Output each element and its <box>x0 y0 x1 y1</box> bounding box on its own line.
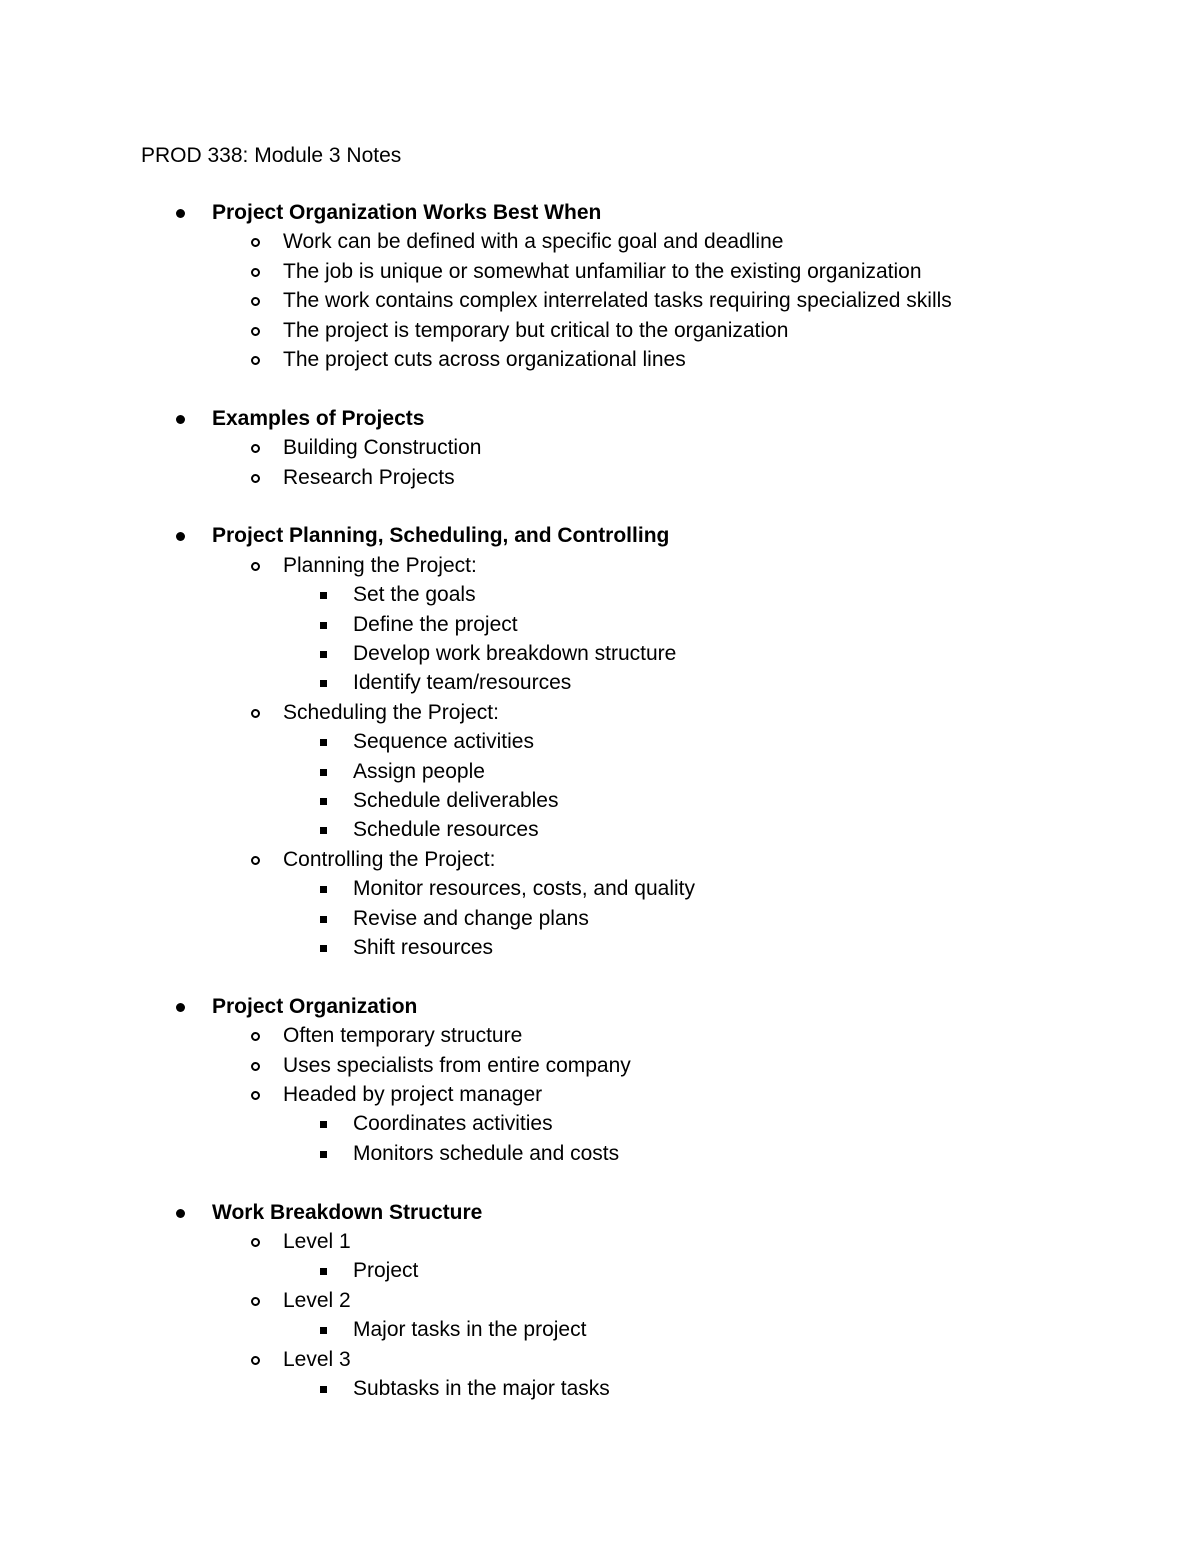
list-item-text: Identify team/resources <box>353 671 572 694</box>
list-item-text: Coordinates activities <box>353 1112 553 1135</box>
list-item-text: The project is temporary but critical to the organization <box>283 319 789 342</box>
list-item-text: The project cuts across organizational lines <box>283 348 686 371</box>
list-item-text: Project <box>353 1259 419 1282</box>
bullet-circle-icon <box>244 846 266 874</box>
bullet-square-icon <box>315 581 331 609</box>
list-item-text: Work can be defined with a specific goal and deadline <box>283 230 784 253</box>
list-item-text: Often temporary structure <box>283 1024 523 1047</box>
bullet-circle-icon <box>244 317 266 345</box>
list-item-text: The job is unique or somewhat unfamiliar to the existing organization <box>283 260 922 283</box>
bullet-circle-icon <box>244 434 266 462</box>
section-heading-text: Project Organization Works Best When <box>212 201 602 224</box>
bullet-circle-icon <box>244 228 266 256</box>
bullet-dot-icon <box>170 993 190 1021</box>
bullet-circle-icon <box>244 1346 266 1374</box>
list-item-text: Define the project <box>353 613 518 636</box>
bullet-dot-icon <box>170 522 190 550</box>
bullet-square-icon <box>315 728 331 756</box>
list-item-text: Planning the Project: <box>283 554 477 577</box>
list-item-text: Shift resources <box>353 936 494 959</box>
bullet-circle-icon <box>244 1081 266 1109</box>
bullet-square-icon <box>315 1316 331 1344</box>
bullet-dot-icon <box>170 405 190 433</box>
bullet-dot-icon <box>170 1199 190 1227</box>
bullet-square-icon <box>315 1140 331 1168</box>
list-item-text: Develop work breakdown structure <box>353 642 677 665</box>
list-item-text: Headed by project manager <box>283 1083 543 1106</box>
list-item-text: Major tasks in the project <box>353 1318 587 1341</box>
bullet-circle-icon <box>244 1022 266 1050</box>
bullet-circle-icon <box>244 1052 266 1080</box>
section-heading-text: Project Organization <box>212 995 418 1018</box>
list-item-text: Controlling the Project: <box>283 848 496 871</box>
bullet-circle-icon <box>244 1287 266 1315</box>
list-item-text: Sequence activities <box>353 730 534 753</box>
list-item-text: Uses specialists from entire company <box>283 1054 631 1077</box>
bullet-square-icon <box>315 1257 331 1285</box>
list-item-text: Schedule resources <box>353 818 539 841</box>
bullet-circle-icon <box>244 699 266 727</box>
bullet-circle-icon <box>244 1228 266 1256</box>
bullet-square-icon <box>315 816 331 844</box>
bullet-square-icon <box>315 640 331 668</box>
bullet-square-icon <box>315 669 331 697</box>
list-item-text: Revise and change plans <box>353 907 589 930</box>
list-item-text: Monitors schedule and costs <box>353 1142 620 1165</box>
bullet-square-icon <box>315 611 331 639</box>
bullet-dot-icon <box>170 199 190 227</box>
bullet-circle-icon <box>244 552 266 580</box>
bullet-square-icon <box>315 1375 331 1403</box>
bullet-circle-icon <box>244 346 266 374</box>
list-item-text: Subtasks in the major tasks <box>353 1377 610 1400</box>
section-heading-text: Project Planning, Scheduling, and Controlling <box>212 524 670 547</box>
bullet-square-icon <box>315 1110 331 1138</box>
list-item-text: Assign people <box>353 760 485 783</box>
bullet-circle-icon <box>244 258 266 286</box>
list-item-text: Level 1 <box>283 1230 351 1253</box>
list-item-text: Building Construction <box>283 436 482 459</box>
list-item-text: Scheduling the Project: <box>283 701 499 724</box>
section-heading-text: Work Breakdown Structure <box>212 1201 483 1224</box>
list-item-text: Monitor resources, costs, and quality <box>353 877 695 900</box>
list-item-text: Schedule deliverables <box>353 789 559 812</box>
bullet-square-icon <box>315 875 331 903</box>
list-item-text: Research Projects <box>283 466 455 489</box>
bullet-square-icon <box>315 905 331 933</box>
section-heading-text: Examples of Projects <box>212 407 425 430</box>
list-item-text: Set the goals <box>353 583 476 606</box>
document-title: PROD 338: Module 3 Notes <box>141 144 402 167</box>
list-item-text: Level 3 <box>283 1348 351 1371</box>
list-item-text: Level 2 <box>283 1289 351 1312</box>
bullet-square-icon <box>315 934 331 962</box>
bullet-circle-icon <box>244 287 266 315</box>
bullet-square-icon <box>315 787 331 815</box>
bullet-circle-icon <box>244 464 266 492</box>
bullet-square-icon <box>315 758 331 786</box>
list-item-text: The work contains complex interrelated tasks requiring specialized skills <box>283 289 952 312</box>
